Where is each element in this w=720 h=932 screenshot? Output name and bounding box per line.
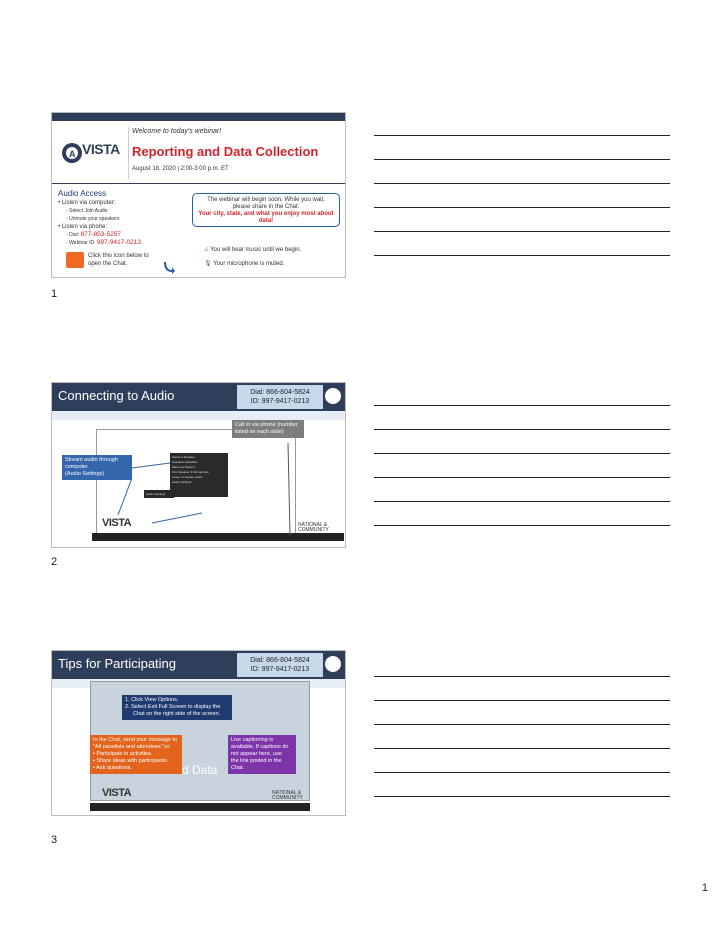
dial-number: 877-853-5257 (80, 231, 122, 238)
page-number: 1 (701, 882, 708, 894)
callout-line: Chat on the right side of the screen. (133, 711, 221, 717)
callout-line: "All panelists and attendees" to: (93, 744, 171, 750)
cncs-line: COMMUNITY (272, 795, 303, 801)
vista-logo-text: VISTA (82, 141, 120, 157)
cncs-line: NATIONAL & (272, 790, 302, 796)
slide-1 (51, 112, 346, 278)
callout-line: computer (65, 464, 88, 470)
callout-line: • Ask questions. (93, 765, 132, 771)
audio-settings-menu (144, 490, 174, 498)
callout-line: not appear here, use (231, 751, 282, 757)
menu-item[interactable]: Speakers (Realtek) (172, 460, 198, 464)
audio-menu (170, 453, 228, 497)
cncs-logo (298, 523, 329, 533)
arrow-icon (164, 261, 176, 275)
callout-line: Live captioning is (231, 737, 274, 743)
slide-title: Connecting to Audio (58, 388, 175, 403)
callout-line: • Participate in activities. (93, 751, 153, 757)
microphone-icon: 🎙 (204, 261, 212, 267)
dial-number: Dial: 866-804-5824 (250, 657, 310, 664)
music-note (204, 247, 301, 253)
slide-number: 1 (51, 288, 58, 300)
americorps-seal-icon (323, 386, 343, 406)
menu-item[interactable]: Audio Settings (146, 492, 166, 496)
welcome-text: Welcome to today's webinar! (132, 128, 222, 135)
slide-number: 2 (51, 556, 58, 568)
list-item: ◦ Select Join Audio (66, 208, 108, 214)
callout-line: Stream audio through (65, 457, 118, 463)
webinar-id: ID: 997-9417-0213 (250, 398, 310, 405)
zoom-toolbar (90, 803, 310, 811)
list-item: • Listen via phone: (58, 224, 108, 230)
callout-line: 1. Click View Options. (125, 697, 179, 703)
vista-logo-text: VISTA (102, 787, 132, 799)
zoom-toolbar (92, 533, 344, 541)
divider-band (52, 183, 345, 184)
list-item: • Listen via computer: (58, 200, 116, 206)
list-item (58, 239, 141, 247)
webinar-date: August 18, 2020 | 2:00-3:00 p.m. ET (132, 166, 229, 172)
webinar-id: ID: 997-9417-0213 (250, 666, 310, 673)
svg-text:A: A (69, 149, 76, 159)
bubble-highlight: Your city, state, and what you enjoy most about data! (198, 211, 334, 224)
callout-line: 2. Select Exit Full Screen to display the (125, 704, 221, 710)
music-text: You will hear music until we begin. (210, 247, 302, 253)
bubble-line: please share in the Chat: (232, 204, 300, 210)
cncs-line: COMMUNITY (298, 527, 329, 533)
dial-number: Dial: 866-804-5824 (250, 389, 310, 396)
menu-item[interactable]: Same as System (172, 465, 195, 469)
list-item: ◦ Unmute your speakers (66, 216, 120, 222)
audio-access-list (58, 199, 141, 247)
chat-instruction-line: open the Chat. (88, 261, 128, 267)
chat-instruction (88, 252, 149, 268)
stream-callout (62, 455, 132, 480)
cncs-line: NATIONAL & (298, 522, 328, 528)
callout-line: available. If captions do (231, 744, 289, 750)
slide-number: 3 (51, 834, 58, 846)
chat-instruction-line: Click this icon below to (88, 253, 149, 259)
callout-line: (Audio Settings) (65, 471, 105, 477)
audio-access-heading: Audio Access (58, 189, 107, 198)
dial-label: ◦ Dial: (66, 232, 80, 238)
slide-2 (51, 382, 346, 548)
chat-prompt-bubble (192, 193, 340, 227)
webinar-id: 997-9417-0213 (96, 239, 141, 246)
vista-logo-text: VISTA (102, 517, 132, 529)
bubble-line: The webinar will begin soon. While you wait, (207, 197, 325, 203)
slide-3 (51, 650, 346, 816)
dial-info (237, 385, 323, 409)
list-item (58, 231, 141, 239)
callout-line: • Share ideas with participants. (93, 758, 169, 764)
webinar-id-label: ◦ Webinar ID: (66, 240, 96, 246)
mic-note (204, 260, 284, 267)
menu-item[interactable]: Audio Settings... (172, 480, 194, 484)
callout-line: the link posted in the (231, 758, 282, 764)
slide-title: Tips for Participating (58, 656, 177, 671)
callout-line: Chat. (231, 765, 245, 771)
americorps-seal-icon (323, 654, 343, 674)
webinar-title: Reporting and Data Collection (132, 144, 319, 159)
dial-info (237, 653, 323, 677)
background-slide-text: d Data (182, 763, 218, 777)
menu-item[interactable]: Select a Speaker (172, 455, 195, 459)
header-stripe (52, 411, 345, 420)
chat-callout (90, 735, 182, 774)
music-icon: ♫ (204, 247, 209, 253)
chat-icon (66, 252, 84, 268)
callout-line: In the Chat, send your message to (93, 737, 178, 743)
view-options-callout (122, 695, 232, 720)
captioning-callout (228, 735, 296, 774)
divider (128, 127, 129, 179)
mic-text: Your microphone is muted. (213, 261, 285, 267)
menu-item[interactable]: Leave Computer Audio (172, 475, 203, 479)
cncs-logo (272, 791, 303, 801)
menu-item[interactable]: Test Speaker & Microphone (172, 470, 209, 474)
phone-callout: Call in via phone (number listed on each slide) (232, 420, 304, 438)
slide-top-bar (52, 113, 345, 121)
